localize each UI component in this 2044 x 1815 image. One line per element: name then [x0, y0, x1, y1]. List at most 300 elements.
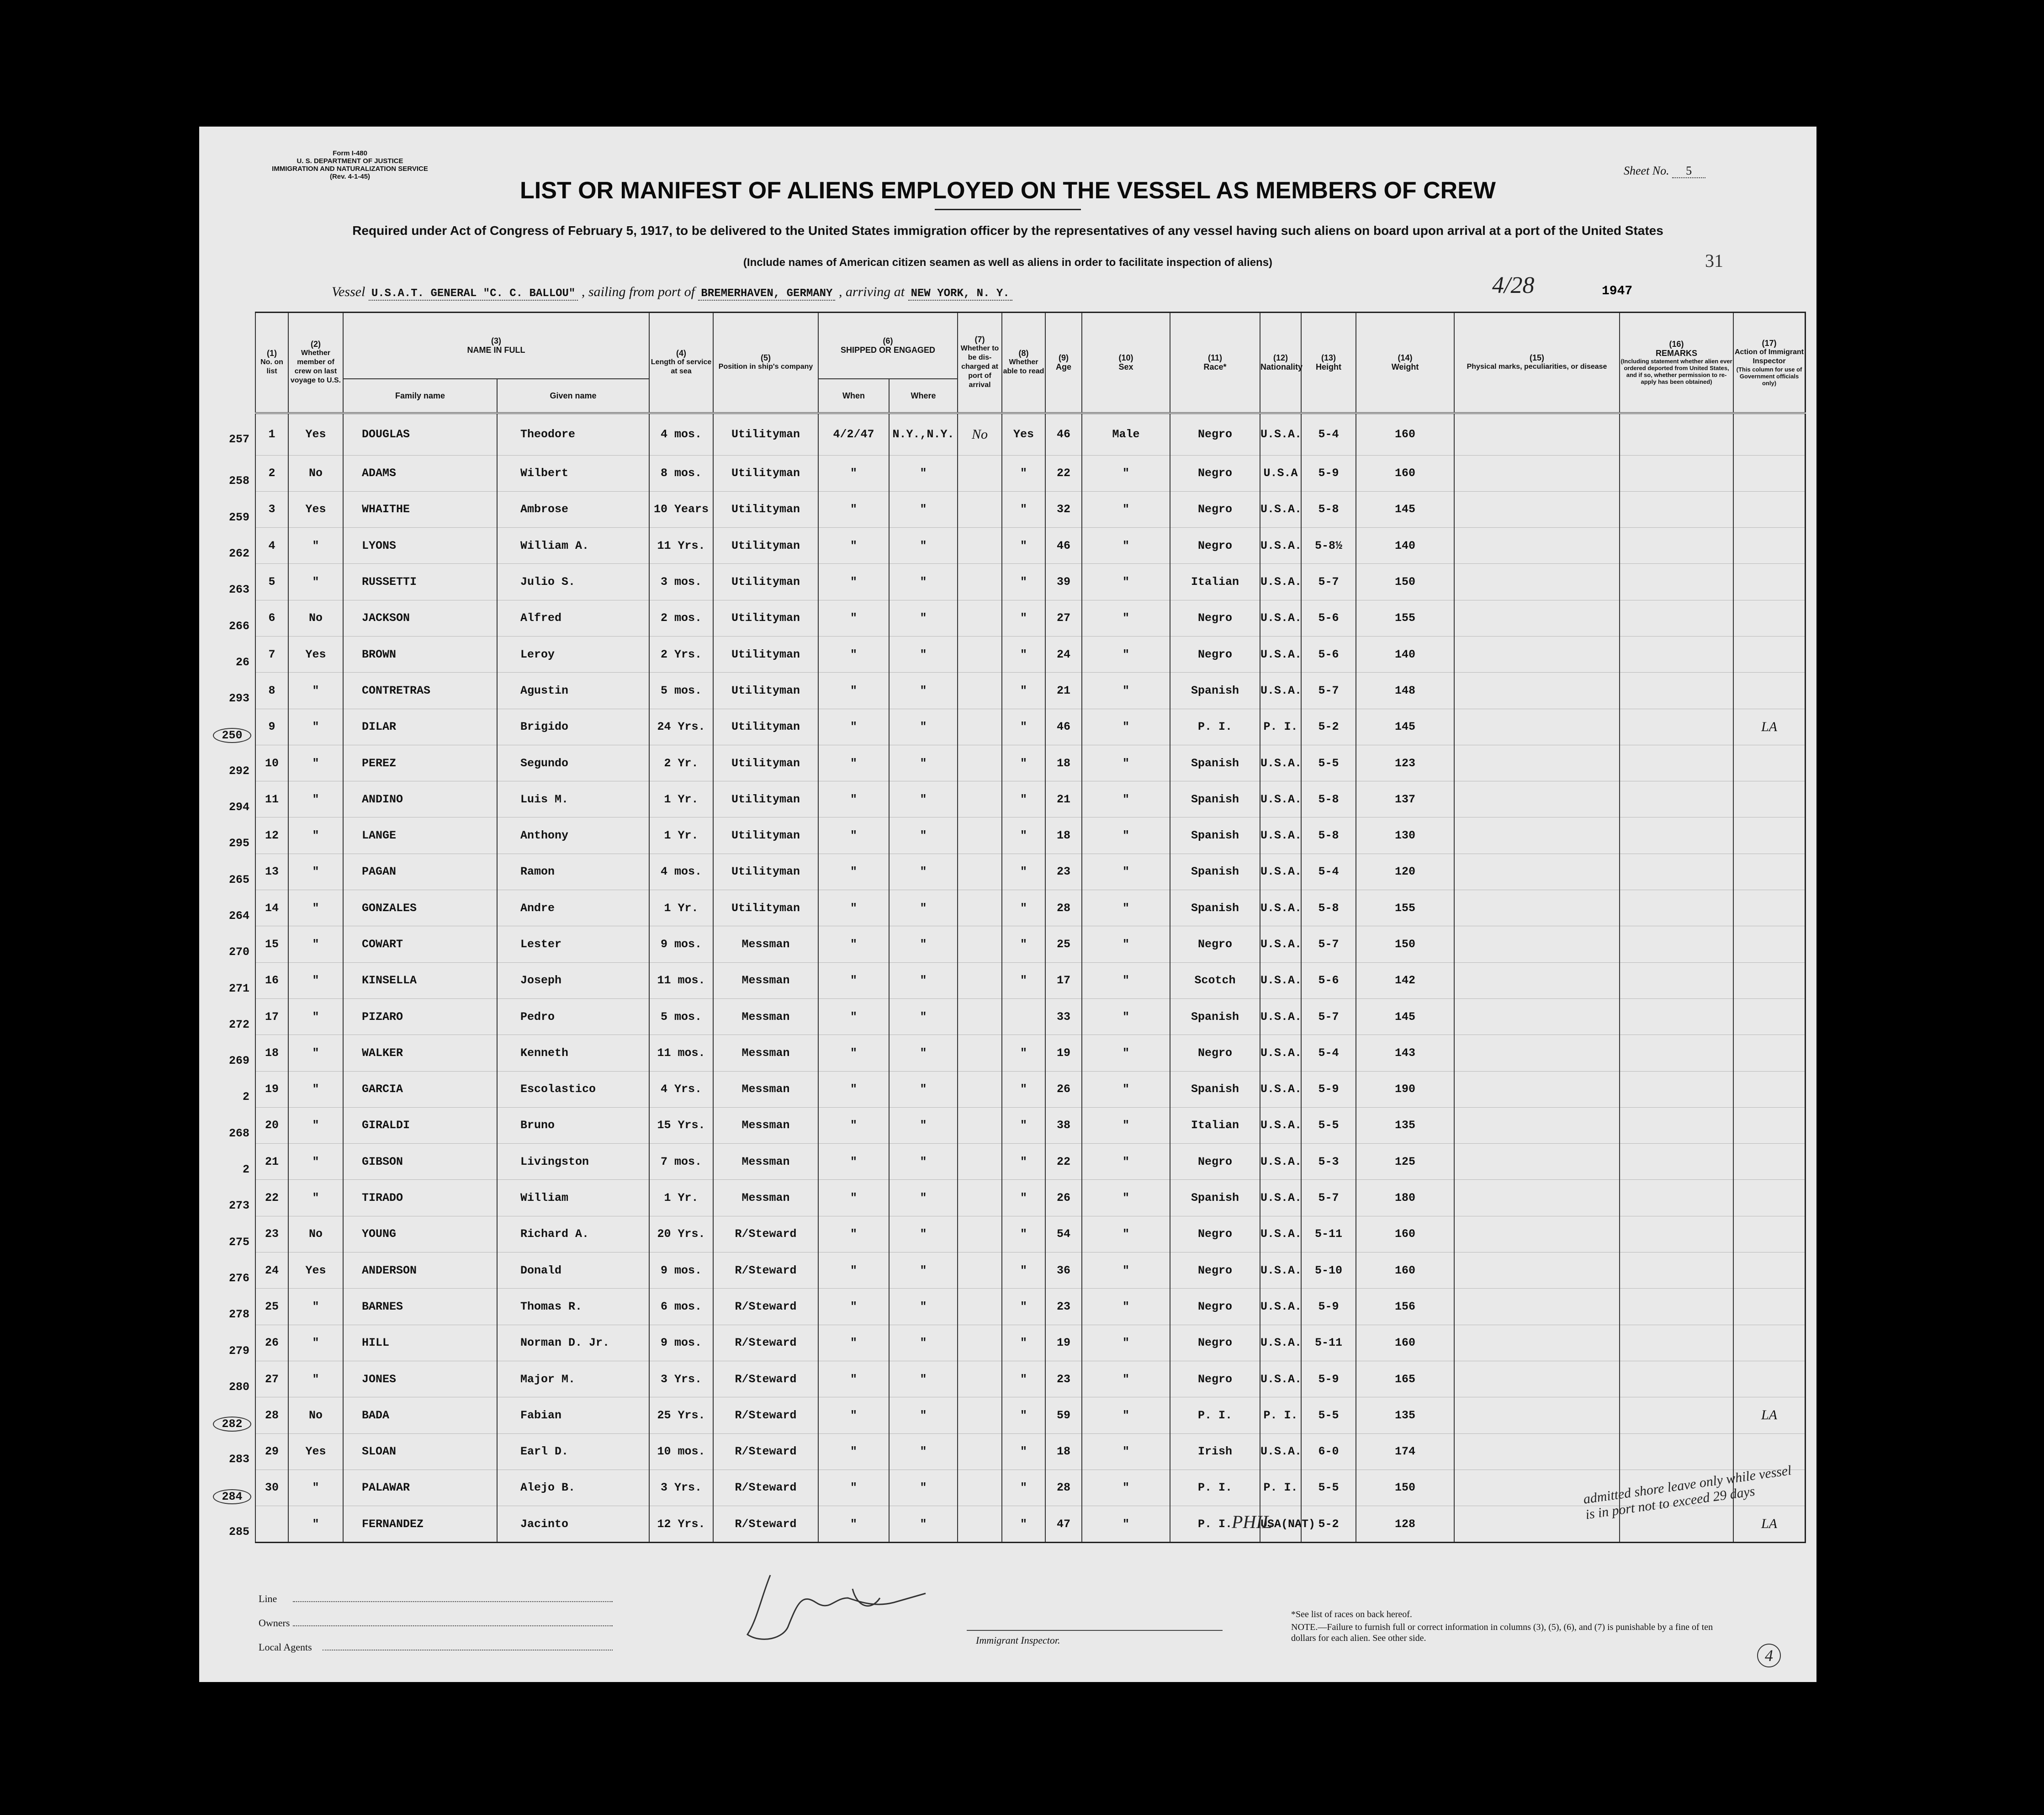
cell-weight: 148 [1356, 673, 1454, 709]
cell-inspector-action [1733, 1325, 1805, 1361]
cell-race: Spanish [1170, 998, 1260, 1035]
cell-able-to-read: " [1002, 1397, 1045, 1433]
table-row [255, 817, 1806, 854]
cell-discharged [958, 1144, 1002, 1180]
cell-shipped-when: " [818, 564, 889, 600]
cell-remarks [1620, 1216, 1733, 1252]
title-underline [935, 209, 1081, 210]
cell-physical-marks [1454, 890, 1620, 926]
cell-given-name: Alejo B. [497, 1470, 649, 1506]
table-row [255, 1361, 1806, 1397]
cell-discharged [958, 926, 1002, 962]
cell-weight: 120 [1356, 854, 1454, 890]
cell-no [255, 1506, 288, 1543]
cell-crew-last-voyage: " [288, 817, 343, 854]
cell-no: 4 [255, 528, 288, 564]
cell-crew-last-voyage: " [288, 1361, 343, 1397]
cell-service-length: 2 Yr. [649, 745, 713, 781]
cell-physical-marks [1454, 1325, 1620, 1361]
arrival-date: 4/28 [1492, 272, 1535, 298]
cell-service-length: 11 Yrs. [649, 528, 713, 564]
cell-crew-last-voyage: " [288, 709, 343, 745]
cell-service-length: 7 mos. [649, 1144, 713, 1180]
cell-age: 17 [1045, 962, 1082, 998]
col-head-nationality: (12) Nationality [1260, 313, 1301, 413]
cell-remarks [1620, 1397, 1733, 1433]
cell-shipped-where: " [889, 1216, 958, 1252]
cell-age: 22 [1045, 455, 1082, 491]
cell-sex: " [1082, 1216, 1170, 1252]
cell-discharged [958, 1397, 1002, 1433]
col-head-race: (11) Race* [1170, 313, 1260, 413]
cell-no: 7 [255, 636, 288, 672]
cell-sex: " [1082, 455, 1170, 491]
cell-able-to-read: " [1002, 455, 1045, 491]
cell-race: Spanish [1170, 1071, 1260, 1107]
cell-service-length: 20 Yrs. [649, 1216, 713, 1252]
cell-inspector-action [1733, 1289, 1805, 1325]
cell-height: 5-5 [1301, 1107, 1356, 1143]
table-row [255, 962, 1806, 998]
col-head-physical: (15) Physical marks, peculiarities, or disease [1454, 313, 1620, 413]
cell-remarks [1620, 962, 1733, 998]
cell-height: 5-5 [1301, 745, 1356, 781]
cell-physical-marks [1454, 413, 1620, 456]
cell-crew-last-voyage: " [288, 1325, 343, 1361]
list-margin-number: 273 [228, 1199, 249, 1213]
cell-weight: 142 [1356, 962, 1454, 998]
cell-height: 5-2 [1301, 709, 1356, 745]
cell-crew-last-voyage: Yes [288, 1252, 343, 1289]
cell-shipped-where: " [889, 1035, 958, 1071]
table-row [255, 528, 1806, 564]
cell-position: Utilityman [713, 745, 818, 781]
cell-no: 27 [255, 1361, 288, 1397]
cell-race: P. I. [1170, 1470, 1260, 1506]
cell-age: 18 [1045, 817, 1082, 854]
cell-shipped-when: " [818, 1325, 889, 1361]
list-margin-number: 263 [228, 583, 249, 597]
cell-sex: " [1082, 1107, 1170, 1143]
cell-inspector-action [1733, 1107, 1805, 1143]
cell-no: 15 [255, 926, 288, 962]
cell-race: Negro [1170, 1325, 1260, 1361]
cell-inspector-action [1733, 817, 1805, 854]
cell-family-name: LYONS [343, 528, 497, 564]
cell-family-name: PIZARO [343, 998, 497, 1035]
cell-position: Utilityman [713, 890, 818, 926]
table-row [255, 564, 1806, 600]
cell-nationality: U.S.A. [1260, 1325, 1301, 1361]
cell-family-name: ADAMS [343, 455, 497, 491]
cell-inspector-action [1733, 1035, 1805, 1071]
cell-service-length: 2 mos. [649, 600, 713, 636]
cell-sex: " [1082, 491, 1170, 527]
cell-age: 22 [1045, 1144, 1082, 1180]
cell-height: 5-9 [1301, 1289, 1356, 1325]
cell-discharged [958, 1216, 1002, 1252]
list-margin-number: 270 [228, 945, 249, 959]
cell-service-length: 1 Yr. [649, 1180, 713, 1216]
cell-given-name: Theodore [497, 413, 649, 456]
cell-service-length: 3 Yrs. [649, 1470, 713, 1506]
inspector-signature [743, 1571, 939, 1648]
cell-weight: 160 [1356, 1325, 1454, 1361]
cell-family-name: TIRADO [343, 1180, 497, 1216]
list-margin-number: 262 [228, 547, 249, 560]
cell-able-to-read: Yes [1002, 413, 1045, 456]
cell-no: 14 [255, 890, 288, 926]
cell-discharged [958, 854, 1002, 890]
cell-given-name: Anthony [497, 817, 649, 854]
cell-no: 25 [255, 1289, 288, 1325]
cell-shipped-when: " [818, 962, 889, 998]
cell-sex: Male [1082, 413, 1170, 456]
cell-able-to-read: " [1002, 854, 1045, 890]
cell-shipped-where: " [889, 781, 958, 817]
cell-discharged [958, 1289, 1002, 1325]
list-margin-number: 280 [228, 1380, 249, 1394]
cell-able-to-read: " [1002, 1289, 1045, 1325]
cell-nationality: U.S.A. [1260, 854, 1301, 890]
cell-remarks [1620, 854, 1733, 890]
cell-shipped-when: " [818, 1289, 889, 1325]
cell-family-name: KINSELLA [343, 962, 497, 998]
cell-crew-last-voyage: No [288, 600, 343, 636]
cell-nationality: U.S.A. [1260, 817, 1301, 854]
cell-weight: 150 [1356, 926, 1454, 962]
cell-shipped-when: " [818, 1035, 889, 1071]
cell-weight: 140 [1356, 528, 1454, 564]
cell-service-length: 4 Yrs. [649, 1071, 713, 1107]
list-margin-number: 258 [228, 474, 249, 488]
cell-given-name: Alfred [497, 600, 649, 636]
cell-discharged [958, 564, 1002, 600]
list-margin-number: 268 [228, 1126, 249, 1140]
list-margin-number: 279 [228, 1344, 249, 1358]
cell-position: Utilityman [713, 817, 818, 854]
cell-physical-marks [1454, 1216, 1620, 1252]
form-agency: U. S. DEPARTMENT OF JUSTICE [297, 157, 403, 165]
cell-remarks [1620, 636, 1733, 672]
cell-sex: " [1082, 1252, 1170, 1289]
cell-given-name: Major M. [497, 1361, 649, 1397]
sheet-number-label: Sheet No. [1624, 164, 1669, 177]
cell-sex: " [1082, 1035, 1170, 1071]
cell-position: R/Steward [713, 1252, 818, 1289]
cell-height: 5-9 [1301, 1071, 1356, 1107]
cell-height: 5-6 [1301, 600, 1356, 636]
cell-service-length: 12 Yrs. [649, 1506, 713, 1543]
cell-weight: 123 [1356, 745, 1454, 781]
cell-shipped-where: " [889, 673, 958, 709]
cell-service-length: 9 mos. [649, 1252, 713, 1289]
cell-shipped-where: " [889, 636, 958, 672]
page-title: LIST OR MANIFEST OF ALIENS EMPLOYED ON THE VESSEL AS MEMBERS OF CREW [520, 177, 1496, 204]
table-row [255, 1397, 1806, 1433]
table-row [255, 673, 1806, 709]
footer-line-field: Line [259, 1587, 613, 1611]
cell-able-to-read: " [1002, 528, 1045, 564]
cell-age: 23 [1045, 854, 1082, 890]
cell-sex: " [1082, 1433, 1170, 1470]
cell-crew-last-voyage: Yes [288, 491, 343, 527]
cell-family-name: DILAR [343, 709, 497, 745]
cell-service-length: 10 Years [649, 491, 713, 527]
cell-race: Negro [1170, 413, 1260, 456]
table-row [255, 1252, 1806, 1289]
cell-age: 46 [1045, 413, 1082, 456]
sheet-number [1624, 164, 1705, 178]
vessel-label: Vessel [332, 284, 365, 299]
cell-nationality: U.S.A. [1260, 600, 1301, 636]
cell-position: R/Steward [713, 1289, 818, 1325]
cell-nationality: U.S.A. [1260, 564, 1301, 600]
cell-position: R/Steward [713, 1470, 818, 1506]
table-row [255, 1470, 1806, 1506]
list-margin-number: 264 [228, 909, 249, 923]
cell-weight: 140 [1356, 636, 1454, 672]
phil-note: PHIL [1232, 1512, 1272, 1532]
cell-shipped-where: " [889, 455, 958, 491]
cell-crew-last-voyage: " [288, 1144, 343, 1180]
cell-position: Utilityman [713, 709, 818, 745]
cell-inspector-action [1733, 854, 1805, 890]
cell-given-name: Earl D. [497, 1433, 649, 1470]
cell-inspector-action [1733, 491, 1805, 527]
cell-remarks [1620, 1325, 1733, 1361]
cell-crew-last-voyage: No [288, 455, 343, 491]
cell-able-to-read: " [1002, 781, 1045, 817]
cell-physical-marks [1454, 1071, 1620, 1107]
cell-race: P. I. [1170, 1506, 1260, 1543]
cell-discharged [958, 455, 1002, 491]
cell-crew-last-voyage: " [288, 528, 343, 564]
cell-able-to-read: " [1002, 1506, 1045, 1543]
cell-inspector-action [1733, 636, 1805, 672]
cell-shipped-where: " [889, 998, 958, 1035]
cell-weight: 165 [1356, 1361, 1454, 1397]
cell-family-name: HILL [343, 1325, 497, 1361]
cell-shipped-when: " [818, 1107, 889, 1143]
cell-nationality: U.S.A. [1260, 998, 1301, 1035]
list-margin-number: 266 [228, 619, 249, 633]
list-margin-number: 257 [228, 433, 249, 446]
cell-crew-last-voyage: " [288, 1035, 343, 1071]
col-head-where: Where [889, 379, 958, 413]
cell-given-name: Richard A. [497, 1216, 649, 1252]
cell-able-to-read: " [1002, 1071, 1045, 1107]
col-head-height: (13) Height [1301, 313, 1356, 413]
cell-family-name: BROWN [343, 636, 497, 672]
cell-given-name: Brigido [497, 709, 649, 745]
cell-age: 26 [1045, 1180, 1082, 1216]
cell-remarks [1620, 1289, 1733, 1325]
manifest-sheet [199, 127, 1816, 1682]
cell-no: 19 [255, 1071, 288, 1107]
crew-manifest-table [255, 312, 1806, 1543]
cell-shipped-when: " [818, 673, 889, 709]
cell-weight: 137 [1356, 781, 1454, 817]
cell-crew-last-voyage: " [288, 1289, 343, 1325]
cell-physical-marks [1454, 564, 1620, 600]
cell-inspector-action [1733, 528, 1805, 564]
cell-discharged [958, 781, 1002, 817]
cell-no: 3 [255, 491, 288, 527]
cell-family-name: ANDINO [343, 781, 497, 817]
cell-crew-last-voyage: " [288, 1470, 343, 1506]
cell-no: 29 [255, 1433, 288, 1470]
cell-shipped-where: " [889, 1144, 958, 1180]
cell-inspector-action [1733, 745, 1805, 781]
table-row [255, 636, 1806, 672]
cell-no: 6 [255, 600, 288, 636]
cell-crew-last-voyage: " [288, 962, 343, 998]
cell-physical-marks [1454, 491, 1620, 527]
cell-no: 24 [255, 1252, 288, 1289]
cell-shipped-when: " [818, 528, 889, 564]
cell-nationality: U.S.A. [1260, 926, 1301, 962]
cell-inspector-action [1733, 890, 1805, 926]
cell-weight: 174 [1356, 1433, 1454, 1470]
cell-able-to-read: " [1002, 1144, 1045, 1180]
cell-race: Spanish [1170, 890, 1260, 926]
cell-no: 23 [255, 1216, 288, 1252]
cell-inspector-action [1733, 962, 1805, 998]
cell-weight: 135 [1356, 1107, 1454, 1143]
col-head-shipped: (6) SHIPPED OR ENGAGED [818, 313, 958, 379]
cell-race: Italian [1170, 564, 1260, 600]
cell-nationality: U.S.A. [1260, 890, 1301, 926]
cell-shipped-when: " [818, 636, 889, 672]
cell-given-name: Pedro [497, 998, 649, 1035]
cell-no: 10 [255, 745, 288, 781]
cell-able-to-read: " [1002, 1470, 1045, 1506]
cell-sex: " [1082, 854, 1170, 890]
cell-crew-last-voyage: " [288, 1071, 343, 1107]
cell-nationality: U.S.A. [1260, 528, 1301, 564]
table-row [255, 998, 1806, 1035]
cell-remarks [1620, 564, 1733, 600]
list-margin-number: 294 [228, 801, 249, 814]
cell-inspector-action [1733, 1180, 1805, 1216]
cell-discharged [958, 1361, 1002, 1397]
cell-shipped-where: " [889, 709, 958, 745]
cell-age: 47 [1045, 1506, 1082, 1543]
cell-discharged [958, 1071, 1002, 1107]
cell-sex: " [1082, 1144, 1170, 1180]
cell-physical-marks [1454, 745, 1620, 781]
cell-weight: 156 [1356, 1289, 1454, 1325]
list-margin-number: 295 [228, 837, 249, 850]
cell-inspector-action [1733, 1216, 1805, 1252]
table-row [255, 781, 1806, 817]
cell-given-name: William [497, 1180, 649, 1216]
cell-service-length: 11 mos. [649, 1035, 713, 1071]
table-row [255, 1433, 1806, 1470]
list-margin-number: 282 [213, 1417, 251, 1432]
cell-remarks [1620, 491, 1733, 527]
cell-physical-marks [1454, 962, 1620, 998]
cell-physical-marks [1454, 998, 1620, 1035]
cell-able-to-read: " [1002, 1361, 1045, 1397]
cell-nationality: U.S.A. [1260, 1035, 1301, 1071]
cell-shipped-where: " [889, 1470, 958, 1506]
cell-inspector-action [1733, 455, 1805, 491]
cell-family-name: COWART [343, 926, 497, 962]
cell-able-to-read: " [1002, 926, 1045, 962]
cell-position: R/Steward [713, 1397, 818, 1433]
cell-shipped-where: " [889, 1107, 958, 1143]
cell-crew-last-voyage: " [288, 781, 343, 817]
list-margin-number: 26 [235, 655, 249, 669]
col-head-weight: (14) Weight [1356, 313, 1454, 413]
cell-nationality: U.S.A. [1260, 1071, 1301, 1107]
cell-crew-last-voyage: " [288, 854, 343, 890]
cell-family-name: JONES [343, 1361, 497, 1397]
cell-given-name: Julio S. [497, 564, 649, 600]
cell-given-name: Luis M. [497, 781, 649, 817]
cell-discharged [958, 1325, 1002, 1361]
col-head-family: Family name [343, 379, 497, 413]
cell-inspector-action: LA [1733, 1397, 1805, 1433]
cell-position: R/Steward [713, 1216, 818, 1252]
cell-age: 21 [1045, 673, 1082, 709]
cell-no: 12 [255, 817, 288, 854]
cell-position: Messman [713, 998, 818, 1035]
cell-height: 5-8 [1301, 817, 1356, 854]
page-subtitle: Required under Act of Congress of February 5, 1917, to be delivered to the United States immigration officer by the representatives of any vessel having such aliens on board upon arrival at a port of the United States [352, 223, 1663, 238]
cell-family-name: GIBSON [343, 1144, 497, 1180]
cell-nationality: USA(NAT) [1260, 1506, 1301, 1543]
table-row [255, 413, 1806, 456]
cell-race: Negro [1170, 1035, 1260, 1071]
list-margin-number: 284 [213, 1489, 251, 1504]
cell-service-length: 9 mos. [649, 1325, 713, 1361]
cell-remarks [1620, 673, 1733, 709]
cell-service-length: 11 mos. [649, 962, 713, 998]
cell-height: 5-3 [1301, 1144, 1356, 1180]
cell-physical-marks [1454, 1289, 1620, 1325]
cell-able-to-read: " [1002, 817, 1045, 854]
table-row [255, 1107, 1806, 1143]
cell-age: 19 [1045, 1325, 1082, 1361]
cell-shipped-when: " [818, 1506, 889, 1543]
cell-remarks [1620, 1035, 1733, 1071]
cell-given-name: Segundo [497, 745, 649, 781]
cell-shipped-when: " [818, 455, 889, 491]
cell-physical-marks [1454, 1180, 1620, 1216]
cell-position: Utilityman [713, 854, 818, 890]
cell-crew-last-voyage: Yes [288, 1433, 343, 1470]
cell-shipped-when: " [818, 1397, 889, 1433]
cell-position: Messman [713, 926, 818, 962]
cell-height: 5-11 [1301, 1216, 1356, 1252]
cell-race: Negro [1170, 636, 1260, 672]
cell-family-name: CONTRETRAS [343, 673, 497, 709]
cell-age: 25 [1045, 926, 1082, 962]
cell-inspector-action [1733, 1071, 1805, 1107]
cell-age: 18 [1045, 1433, 1082, 1470]
cell-inspector-action [1733, 998, 1805, 1035]
cell-remarks [1620, 1107, 1733, 1143]
cell-crew-last-voyage: " [288, 745, 343, 781]
cell-service-length: 24 Yrs. [649, 709, 713, 745]
cell-able-to-read: " [1002, 1107, 1045, 1143]
cell-shipped-where: " [889, 890, 958, 926]
corner-mark: 4 [1757, 1644, 1781, 1667]
list-margin-number: 2 [242, 1090, 249, 1104]
